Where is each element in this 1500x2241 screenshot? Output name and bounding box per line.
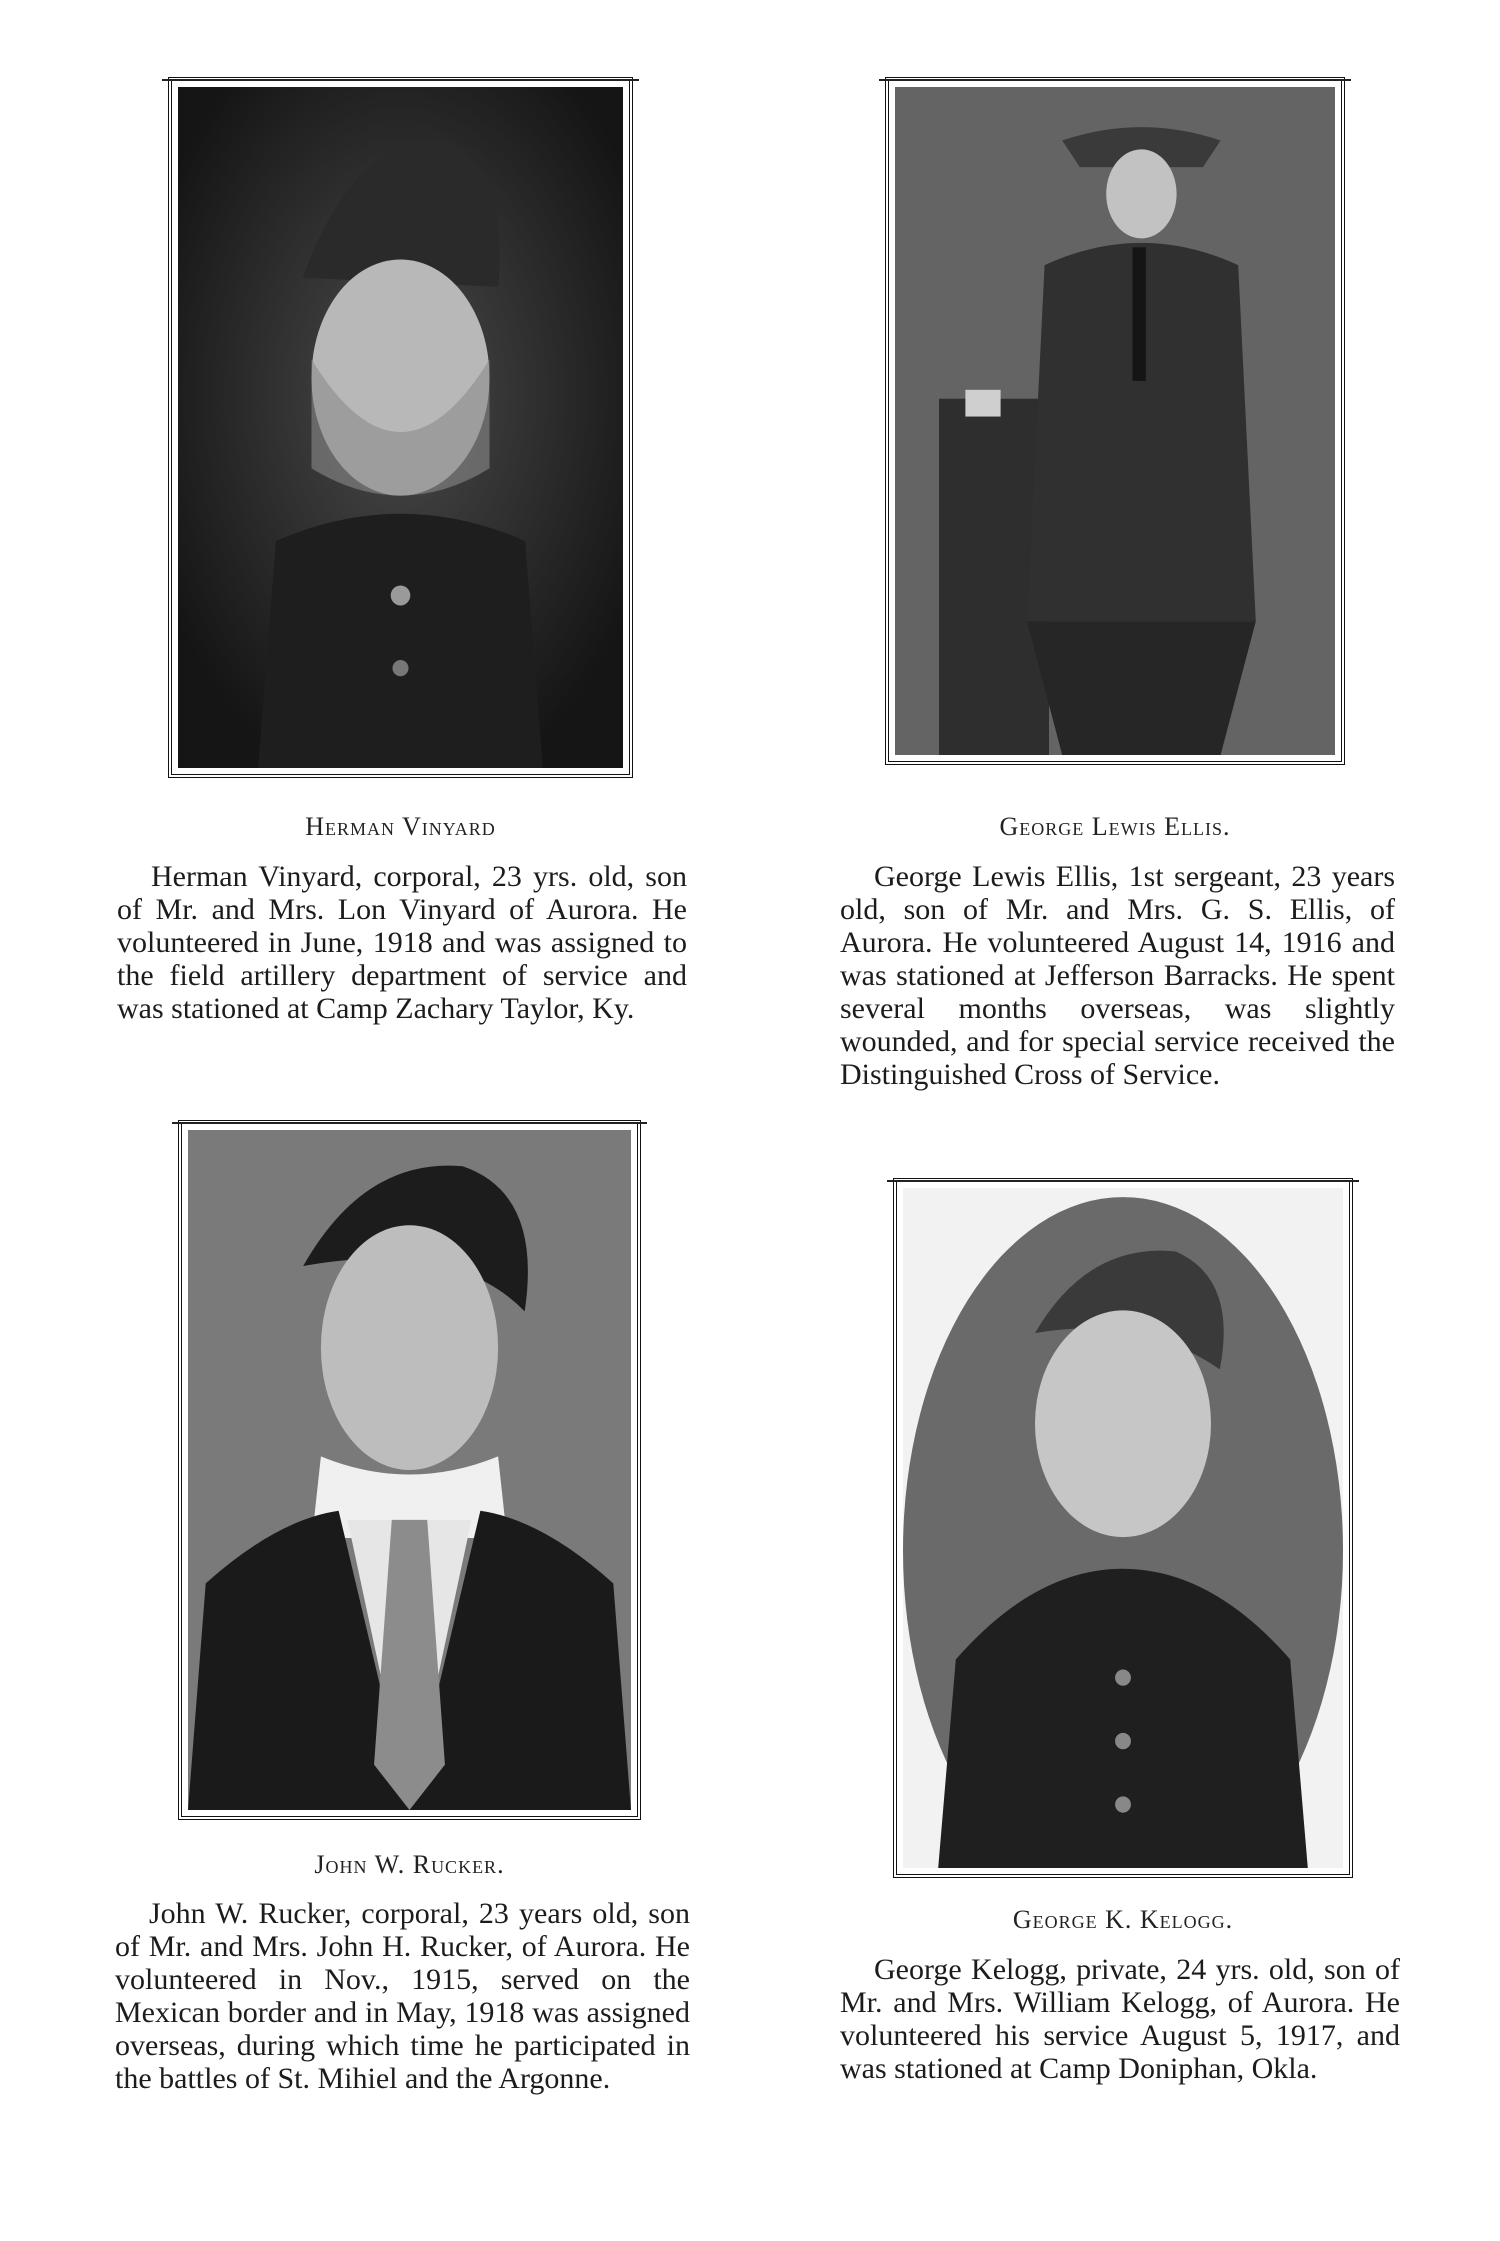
entry-bio-john-w-rucker: John W. Rucker, corporal, 23 years old, son of Mr. and Mrs. John H. Rucker, of Aurora. He volunteered in Nov., 1915, served on the Mexican border and in May, 1918 was assigned overseas, during which time he participated in the battles of St. Mihiel and the Argonne.: [115, 1897, 690, 2095]
portrait-frame-herman-vinyard: [168, 77, 633, 778]
portrait-frame-george-k-kelogg: [893, 1178, 1353, 1878]
entry-name-george-k-kelogg: George K. Kelogg.: [1012, 1905, 1234, 1934]
entry-bio-herman-vinyard: Herman Vinyard, corporal, 23 yrs. old, son of Mr. and Mrs. Lon Vinyard of Aurora. He volunteered in June, 1918 and was assigned to the field artillery department of service and was stationed at Camp Zachary Taylor, Ky.: [117, 860, 687, 1025]
entry-name-george-lewis-ellis: George Lewis Ellis.: [999, 812, 1231, 841]
portrait-photo-john-w-rucker: [188, 1130, 631, 1810]
portrait-photo-george-lewis-ellis: [895, 87, 1335, 755]
portrait-frame-george-lewis-ellis: [885, 77, 1345, 765]
entry-name-john-w-rucker: John W. Rucker.: [314, 1850, 505, 1879]
portrait-photo-herman-vinyard: [178, 87, 623, 768]
portrait-photo-george-k-kelogg: [903, 1188, 1343, 1868]
entry-bio-george-lewis-ellis: George Lewis Ellis, 1st sergeant, 23 years old, son of Mr. and Mrs. G. S. Ellis, of Aurora. He volunteered August 14, 1916 and was stationed at Jefferson Barracks. He spent several months overseas, was slightly wounded, and for special service received the Distinguished Cross of Service.: [840, 860, 1395, 1091]
entry-bio-george-k-kelogg: George Kelogg, private, 24 yrs. old, son of Mr. and Mrs. William Kelogg, of Aurora. He volunteered his service August 5, 1917, and was stationed at Camp Doniphan, Okla.: [840, 1953, 1400, 2085]
entry-name-herman-vinyard: Herman Vinyard: [305, 812, 496, 841]
portrait-frame-john-w-rucker: [178, 1120, 641, 1820]
